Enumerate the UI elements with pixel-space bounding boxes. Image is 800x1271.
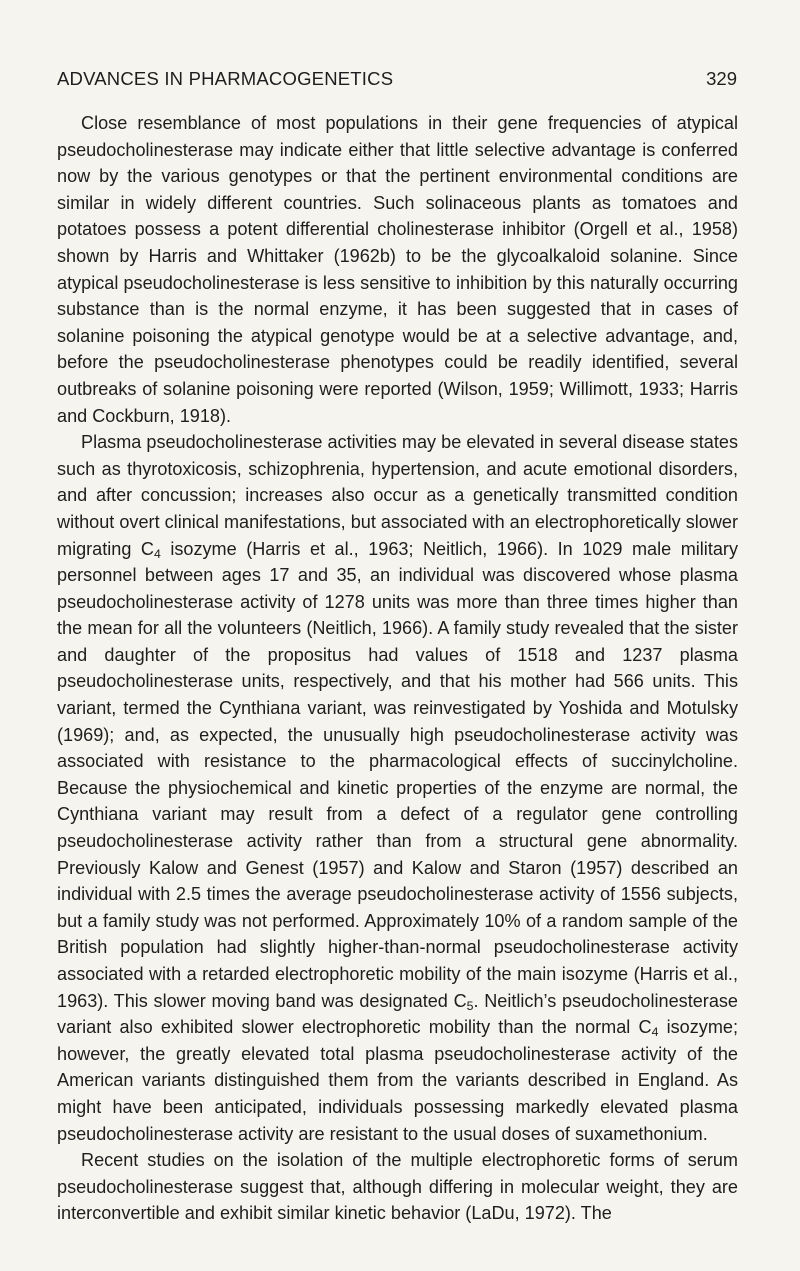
paragraph-elevated-activity: Plasma pseudocholinesterase activities may be elevated in several disease states such as thyrotoxicosis, schizophrenia, hypertension, and acute emotional disorders, and after concussion; increases also occur as a genetically transmitted condition without overt clinical manifestations, but associated with an electrophoretically slower migrating $C_4$ isozyme (Harris et al., 1963; Neitlich, 1966). In 1029 male military personnel between ages 17 and 35, an individual was discovered whose plasma pseudocholinesterase activity of 1278 units was more than three times higher than the mean for all the volunteers (Neitlich, 1966). A family study revealed that the sister and daughter of the propositus had values of 1518 and 1237 plasma pseudocholinesterase units, respectively, and that his mother had 566 units. This variant, termed the Cynthiana variant, was reinvestigated by Yoshida and Motulsky (1969); and, as expected, the unusually high pseudocholinesterase activity was associated with resistance to the pharmacological effects of succinylcholine. Because the physiochemical and kinetic properties of the enzyme are normal, the Cynthiana variant may result from a defect of a regulator gene controlling pseudocholinesterase activity rather than from a structural gene abnormality. Previously Kalow and Genest (1957) and Kalow and Staron (1957) described an individual with 2.5 times the average pseudocholinesterase activity of 1556 subjects, but a family study was not performed. Approximately 10% of a random sample of the British population had slightly higher-than-normal pseudocholinesterase activity associated with a retarded electrophoretic mobility of the main isozyme (Harris et al., 1963). This slower moving band was designated $C_5$. Neitlich’s pseudocholinesterase variant also exhibited slower electrophoretic mobility than the normal $C_4$ isozyme; however, the greatly elevated total plasma pseudocholinesterase activity of the American variants distinguished them from the variants described in England. As might have been anticipated, individuals possessing markedly elevated plasma pseudocholinesterase activity are resistant to the usual doses of suxamethonium. [57,432,738,1144]
body-text [57,110,738,1227]
paragraph-isolation-studies: Recent studies on the isolation of the multiple electrophoretic forms of serum pseudocholinesterase suggest that, although differing in molecular weight, they are interconvertible and exhibit similar kinetic behavior (LaDu, 1972). The [57,1150,738,1224]
page-number: 329 [706,68,737,89]
running-head: ADVANCES IN PHARMACOGENETICS [57,68,394,89]
page-header [57,68,737,94]
paragraph-solanine: Close resemblance of most populations in their gene frequencies of atypical pseudocholinesterase may indicate either that little selective advantage is conferred now by the various genotypes or that the pertinent environmental conditions are similar in widely different countries. Such solinaceous plants as tomatoes and potatoes possess a potent differential cholinesterase inhibitor (Orgell et al., 1958) shown by Harris and Whittaker (1962b) to be the glycoalkaloid solanine. Since atypical pseudocholinesterase is less sensitive to inhibition by this naturally occurring substance than is the normal enzyme, it has been suggested that in cases of solanine poisoning the atypical genotype would be at a selective advantage, and, before the pseudocholinesterase phenotypes could be readily identified, several outbreaks of solanine poisoning were reported (Wilson, 1959; Willimott, 1933; Harris and Cockburn, 1918). [57,113,738,426]
